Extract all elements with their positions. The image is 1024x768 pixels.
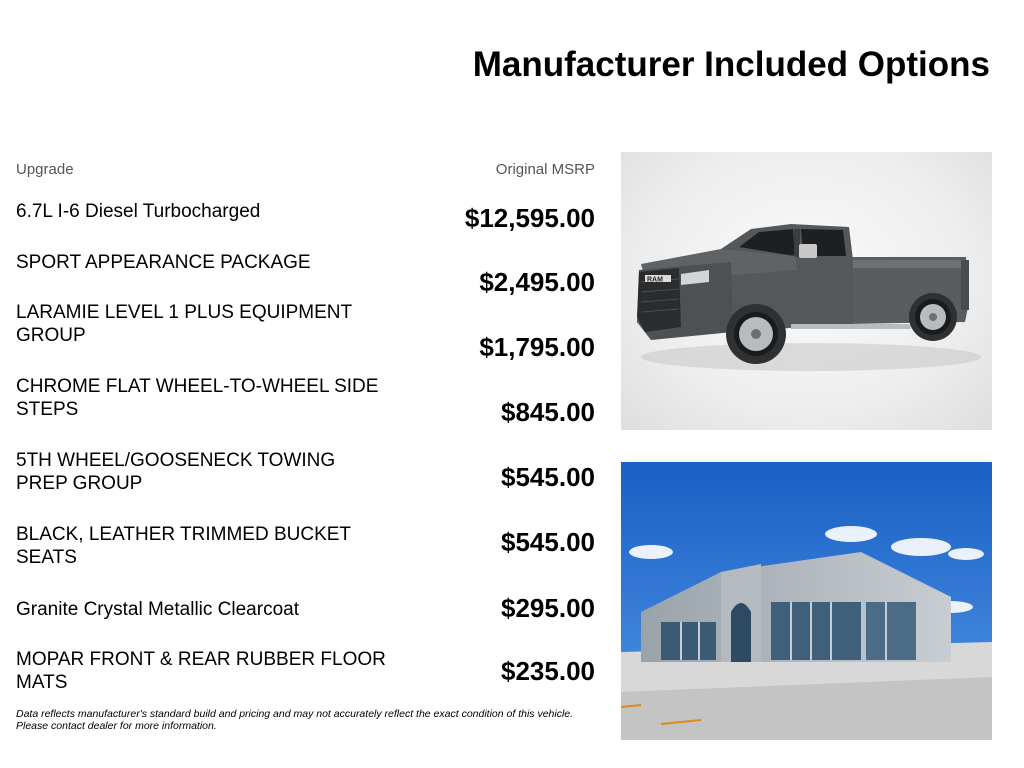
option-price: $235.00: [501, 656, 595, 686]
dealership-building-illustration: [621, 462, 992, 740]
option-price: $12,595.00: [464, 203, 595, 233]
option-price: $545.00: [501, 462, 595, 492]
option-name: Granite Crystal Metallic Clearcoat: [16, 599, 299, 620]
option-row: [0, 375, 610, 437]
option-name: CHROME FLAT WHEEL-TO-WHEEL SIDE STEPS: [16, 376, 379, 420]
option-row: [0, 301, 610, 363]
option-price: $1,795.00: [479, 332, 595, 362]
option-price: $295.00: [501, 593, 595, 623]
option-price: $2,495.00: [479, 267, 595, 297]
pickup-truck-illustration: [621, 152, 992, 430]
option-row: [0, 449, 610, 511]
page-title: Manufacturer Included Options: [472, 45, 990, 84]
option-name: LARAMIE LEVEL 1 PLUS EQUIPMENT GROUP: [16, 302, 352, 346]
option-price: $845.00: [501, 397, 595, 427]
option-row: [0, 648, 610, 710]
disclaimer: [16, 708, 606, 732]
truck-photo: [621, 152, 992, 430]
disclaimer-line: Please contact dealer for more information.: [16, 720, 217, 732]
disclaimer-line: Data reflects manufacturer's standard build and pricing and may not accurately reflect the exact condition of this vehicle.: [16, 708, 574, 720]
option-name: 5TH WHEEL/GOOSENECK TOWING PREP GROUP: [16, 450, 336, 494]
dealership-photo: [621, 462, 992, 740]
option-name: SPORT APPEARANCE PACKAGE: [16, 252, 311, 273]
option-row: [0, 523, 610, 585]
option-name: MOPAR FRONT & REAR RUBBER FLOOR MATS: [16, 649, 386, 693]
option-name: 6.7L I-6 Diesel Turbocharged: [16, 201, 261, 222]
option-name: BLACK, LEATHER TRIMMED BUCKET SEATS: [16, 524, 351, 568]
column-header-upgrade: Upgrade: [16, 161, 74, 178]
column-header-msrp: Original MSRP: [495, 161, 595, 178]
option-price: $545.00: [501, 527, 595, 557]
grille-logo-text: RAM: [647, 276, 663, 284]
